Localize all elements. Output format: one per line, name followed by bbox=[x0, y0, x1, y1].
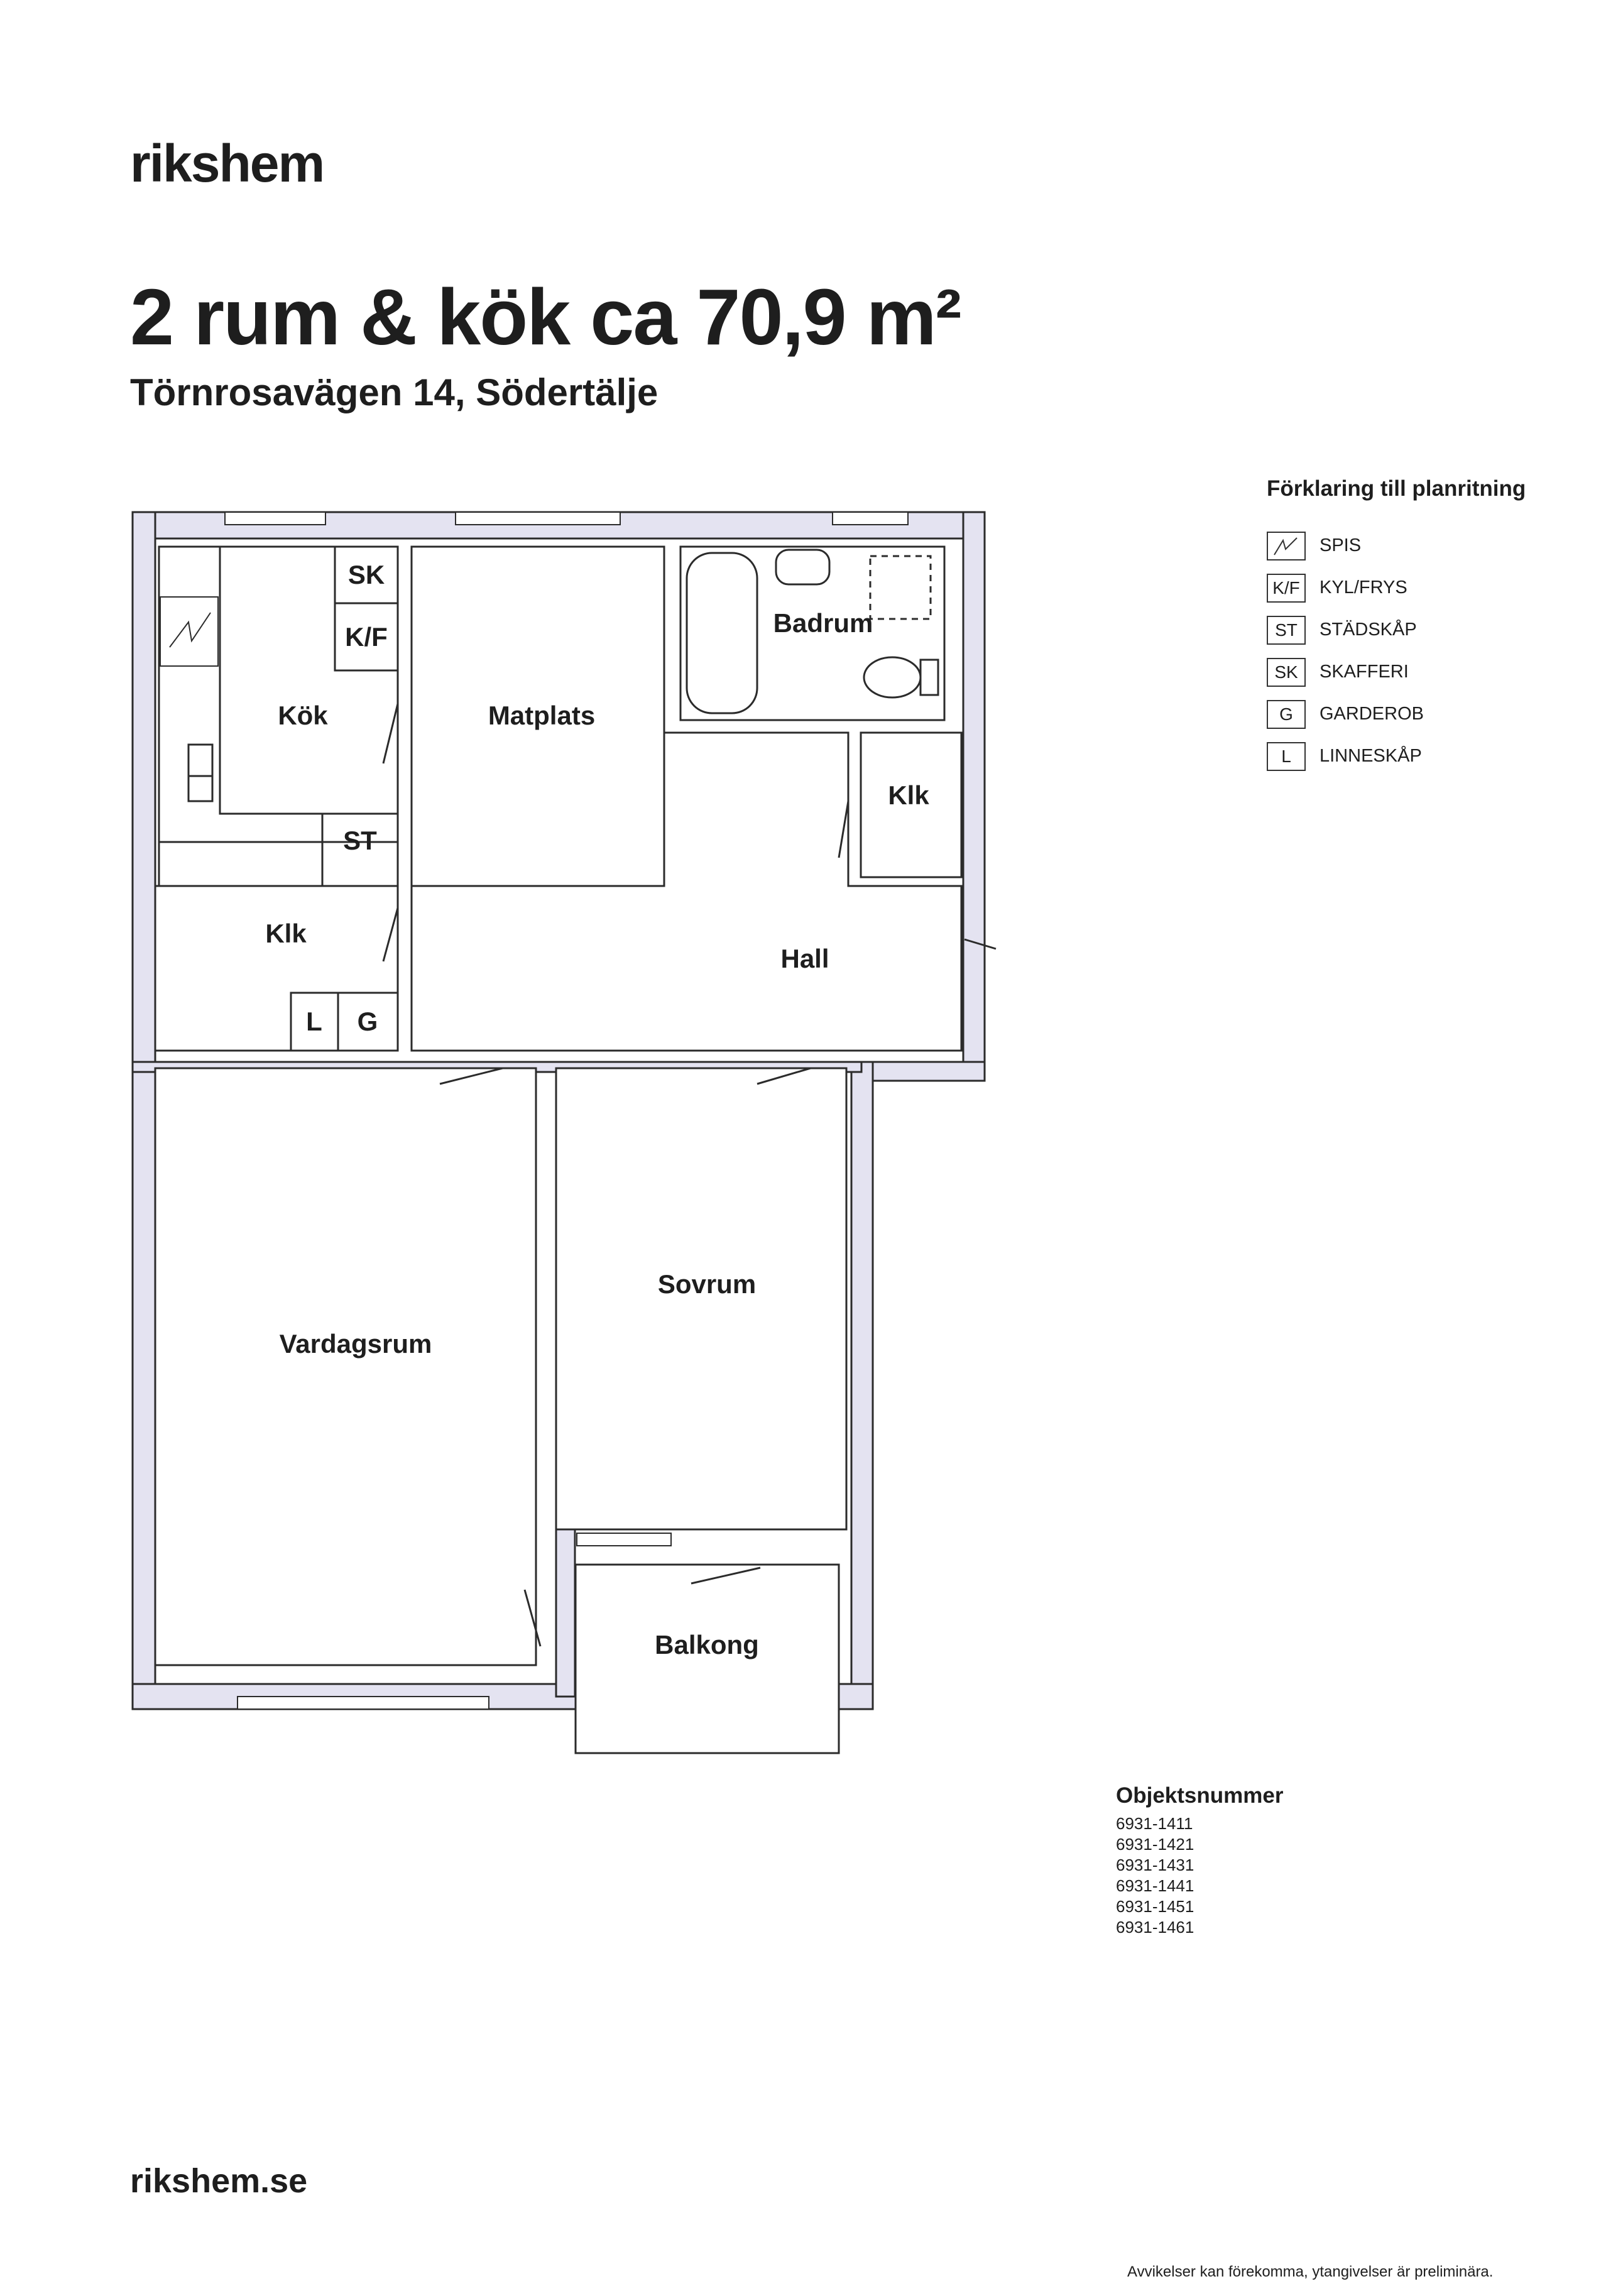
legend-label: LINNESKÅP bbox=[1320, 746, 1422, 766]
window bbox=[238, 1697, 489, 1709]
legend-label: SPIS bbox=[1320, 535, 1362, 555]
disclaimer: Avvikelser kan förekomma, ytangivelser är preliminära. bbox=[1127, 2263, 1494, 2280]
wall bbox=[851, 1062, 873, 1709]
wall bbox=[963, 512, 985, 1078]
cabinet-label-l: L bbox=[306, 1007, 322, 1036]
room-label-badrum: Badrum bbox=[773, 608, 873, 638]
legend-item bbox=[1267, 616, 1506, 646]
cabinet-label-kf: K/F bbox=[345, 622, 388, 652]
room-label-hall: Hall bbox=[780, 944, 829, 973]
object-numbers bbox=[1116, 1783, 1283, 1938]
object-number: 6931-1451 bbox=[1116, 1897, 1194, 1916]
room-label-kok: Kök bbox=[278, 701, 328, 730]
legend-item bbox=[1267, 532, 1506, 562]
window bbox=[577, 1533, 671, 1546]
legend bbox=[1267, 476, 1526, 766]
object-number: 6931-1421 bbox=[1116, 1835, 1194, 1854]
object-number: 6931-1411 bbox=[1116, 1814, 1193, 1833]
room-label-vardagsrum: Vardagsrum bbox=[279, 1329, 432, 1358]
room-label-matplats: Matplats bbox=[488, 701, 596, 730]
bedroom-area bbox=[556, 1068, 846, 1529]
address-subtitle: Törnrosavägen 14, Södertälje bbox=[130, 371, 658, 413]
living-room-area bbox=[155, 1068, 536, 1665]
window bbox=[456, 512, 620, 525]
legend-item bbox=[1267, 658, 1506, 688]
legend-item bbox=[1267, 700, 1506, 730]
room-label-sovrum: Sovrum bbox=[657, 1269, 757, 1299]
stove-icon bbox=[1267, 532, 1306, 560]
legend-code: K/F bbox=[1267, 574, 1306, 603]
cabinet-label-sk: SK bbox=[347, 560, 385, 589]
page-title: 2 rum & kök ca 70,9 m² bbox=[130, 273, 961, 361]
wall bbox=[133, 512, 155, 1709]
window bbox=[225, 512, 325, 525]
object-number: 6931-1441 bbox=[1116, 1876, 1194, 1895]
legend-label: KYL/FRYS bbox=[1320, 577, 1407, 598]
wall bbox=[865, 1062, 985, 1081]
object-number: 6931-1461 bbox=[1116, 1918, 1194, 1937]
legend-label: GARDEROB bbox=[1320, 704, 1424, 724]
legend-code: L bbox=[1267, 742, 1306, 771]
room-label-klk-left: Klk bbox=[265, 919, 307, 948]
legend-title: Förklaring till planritning bbox=[1267, 476, 1526, 501]
legend-label: SKAFFERI bbox=[1320, 662, 1409, 682]
cabinet-label-g: G bbox=[357, 1007, 378, 1036]
room-label-balkong: Balkong bbox=[655, 1630, 759, 1659]
legend-label: STÄDSKÅP bbox=[1320, 620, 1417, 640]
logo: rikshem bbox=[130, 134, 324, 193]
legend-code: SK bbox=[1267, 658, 1306, 687]
legend-item bbox=[1267, 742, 1506, 772]
legend-code: G bbox=[1267, 700, 1306, 729]
website-link[interactable]: rikshem.se bbox=[130, 2162, 308, 2200]
legend-code: ST bbox=[1267, 616, 1306, 645]
object-number: 6931-1431 bbox=[1116, 1856, 1194, 1874]
cabinet-label-st: ST bbox=[343, 826, 377, 855]
room-label-klk-right: Klk bbox=[888, 780, 929, 810]
window bbox=[833, 512, 908, 525]
object-numbers-title: Objektsnummer bbox=[1116, 1783, 1284, 1808]
legend-item bbox=[1267, 574, 1506, 604]
